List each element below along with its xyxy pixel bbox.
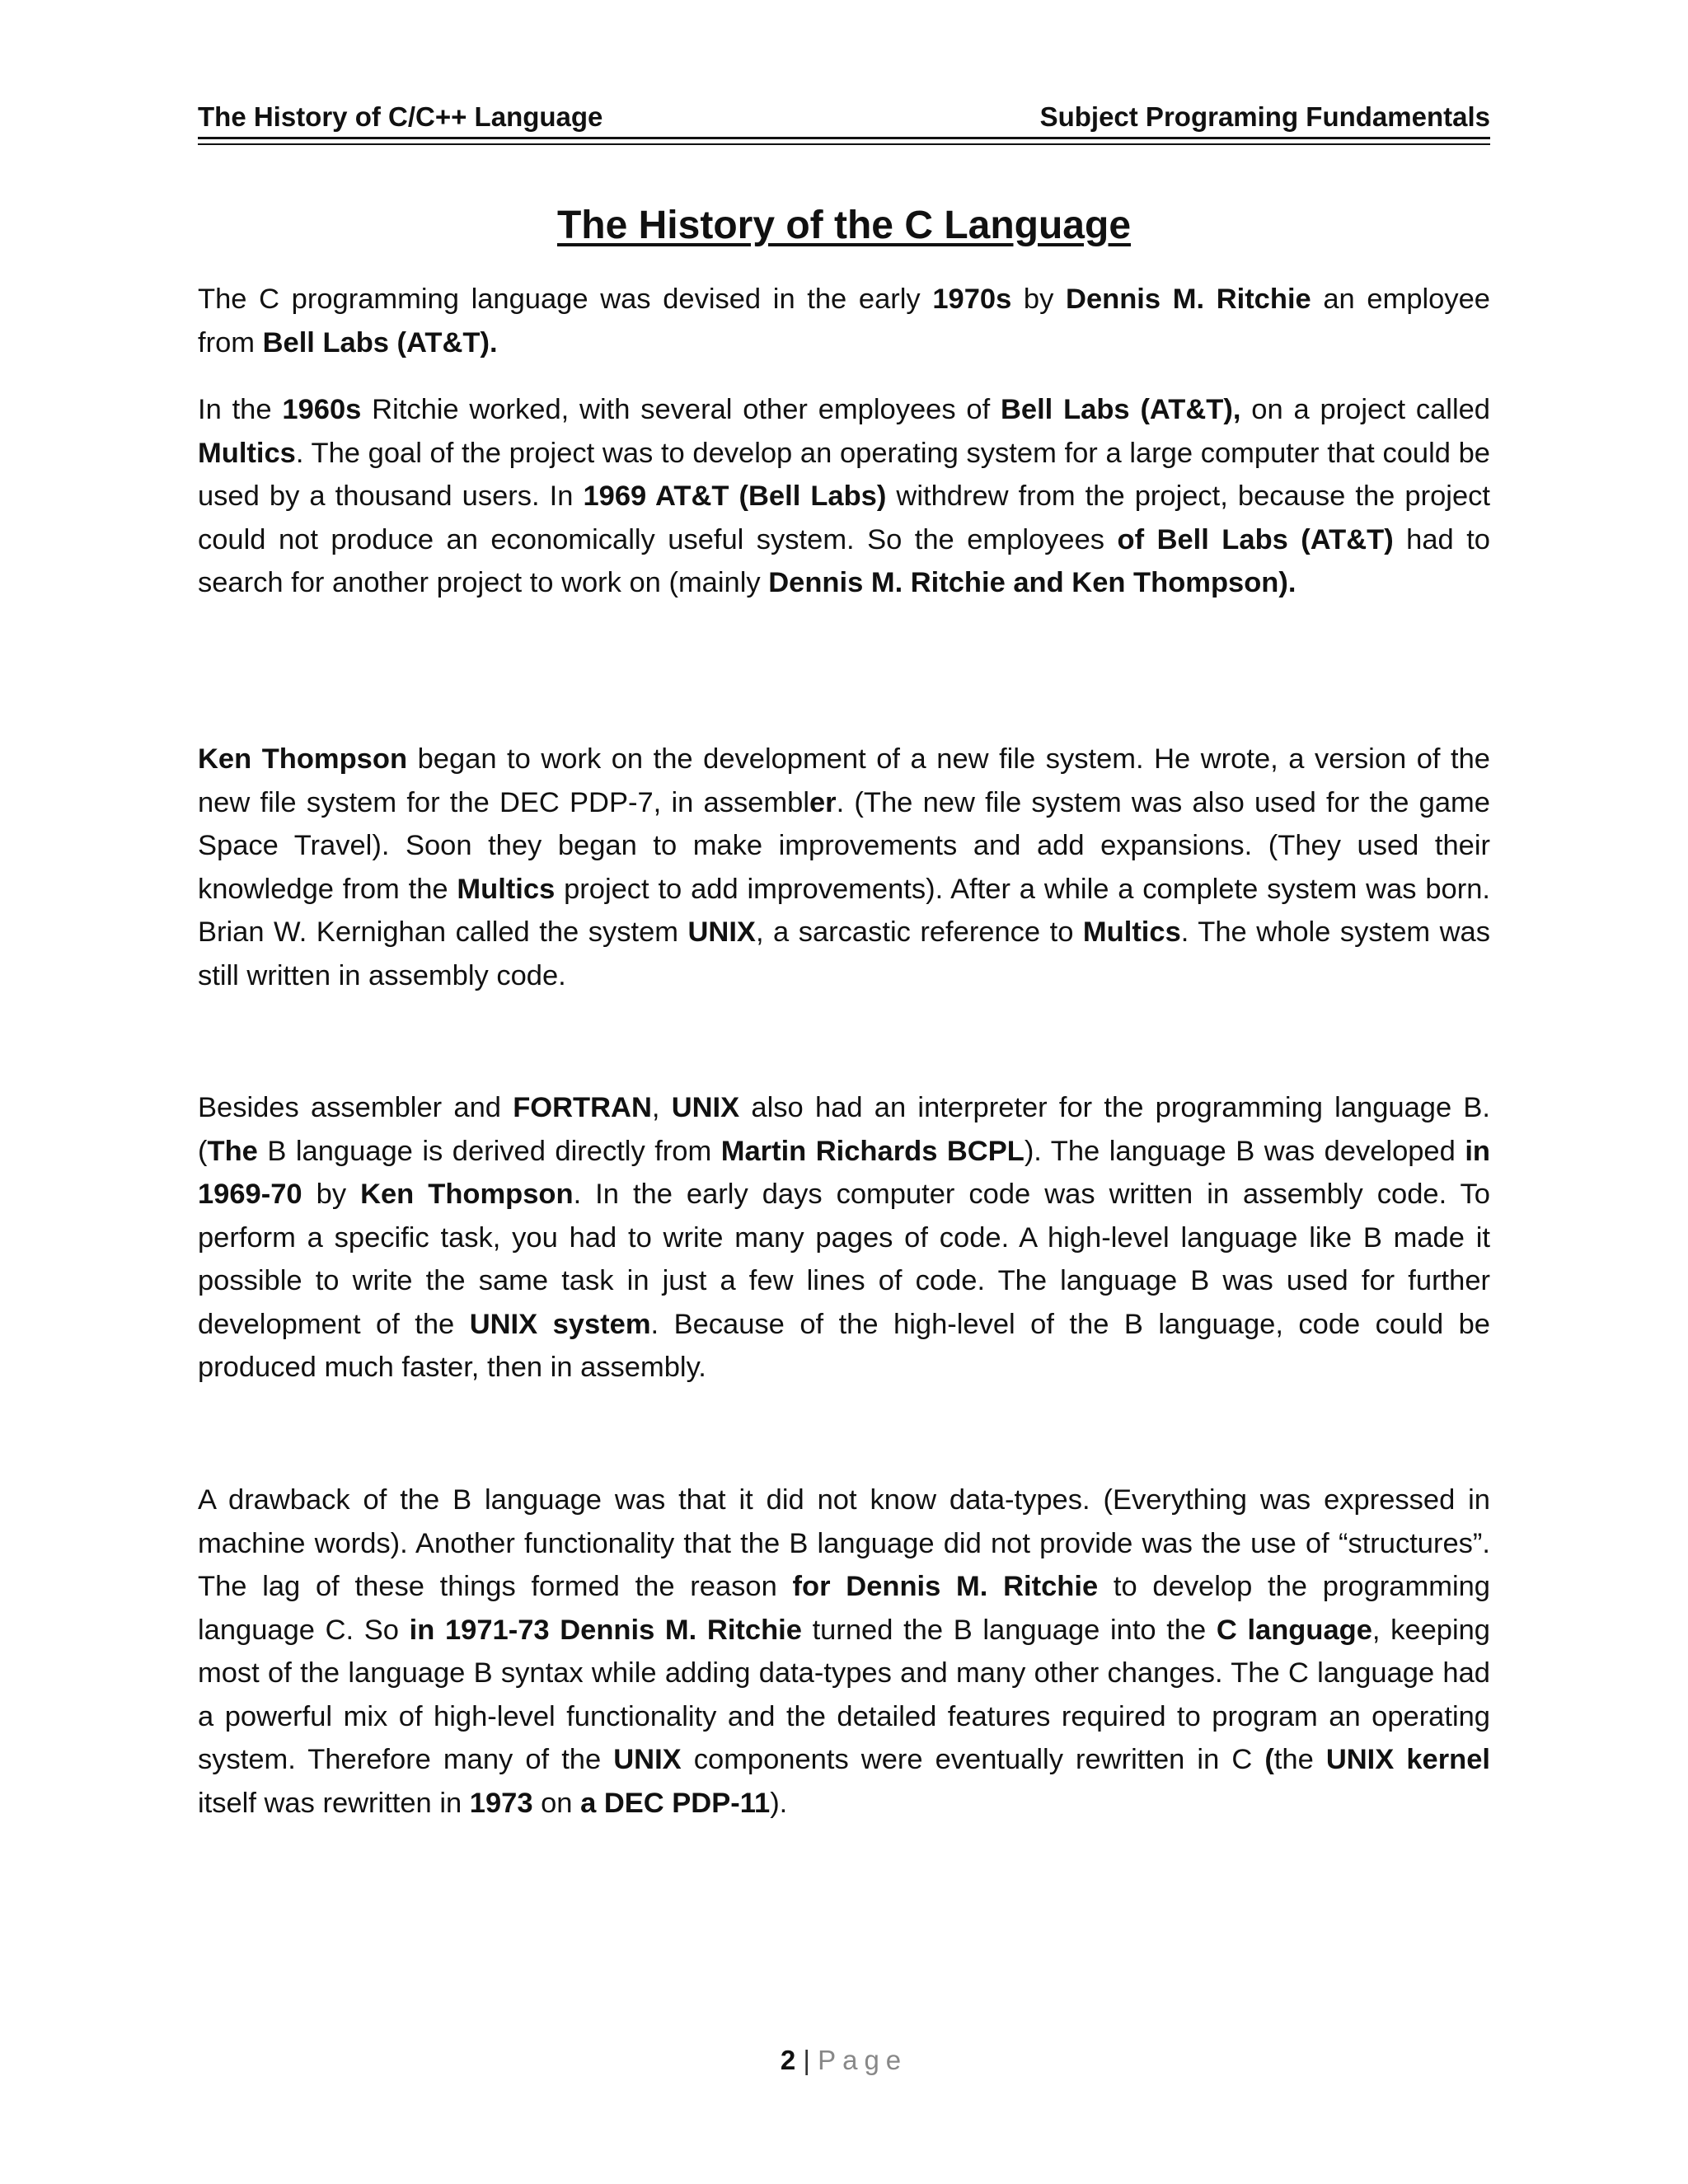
page-footer (0, 2044, 1688, 2077)
paragraph-4 (198, 1086, 1490, 1390)
header-rule-thick (198, 137, 1490, 139)
text-run: . Because of the high-level of the B language, code could be produced much faster, then in assembly. (198, 1308, 1490, 1383)
bold-run: in 1969-70 (198, 1135, 1490, 1210)
page-number: 2 (780, 2045, 796, 2075)
text-run: began to work on the development of a new file system. He wrote, a version of the new file system for the DEC PDP-7, in assembl (198, 743, 1490, 818)
text-run: . The goal of the project was to develop an operating system for a large computer that could be used by a thousand users. In (198, 437, 1490, 512)
text-run: by (302, 1179, 361, 1210)
text-run: A drawback of the B language was that it did not know data-types. (Everything was expressed in machine words). Another functionality that the B language did not provide was the use of “structures”. The lag of these things formed the reason (198, 1484, 1490, 1602)
bold-run: UNIX (687, 916, 756, 948)
bold-run: Ken Thompson (198, 743, 408, 775)
text-run: to develop the programming language C. So (198, 1571, 1490, 1646)
paragraph-2 (198, 388, 1490, 605)
text-run: withdrew from the project, because the project could not produce an economically useful system. So the employees (198, 480, 1490, 555)
bold-run: UNIX system (469, 1308, 651, 1340)
bold-run: 1960s (282, 394, 362, 425)
text-run: an employee from (198, 284, 1490, 359)
page-header (198, 97, 1490, 137)
header-rule-thin (198, 143, 1490, 145)
text-run: ). (770, 1787, 788, 1819)
text-run: the (1273, 1744, 1326, 1775)
text-run: had to search for another project to work on (mainly (198, 523, 1490, 598)
page-word: Page (818, 2045, 908, 2075)
text-run: , (651, 1092, 672, 1123)
bold-run: UNIX (613, 1744, 682, 1775)
bold-run: 1969 AT&T (Bell Labs) (583, 480, 887, 512)
text-run: ). The language B was developed (1024, 1135, 1465, 1167)
bold-run: Bell Labs (AT&T), (1001, 394, 1241, 425)
text-run: turned the B language into the (801, 1614, 1217, 1646)
bold-run: Ken Thompson (360, 1179, 574, 1210)
bold-run: Martin Richards BCPL (720, 1135, 1025, 1167)
bold-run: for Dennis M. Ritchie (792, 1571, 1099, 1602)
text-run: on a project called (1240, 394, 1490, 425)
text-run: on (532, 1787, 581, 1819)
bold-run: C language (1216, 1614, 1372, 1646)
text-run: , keeping most of the language B syntax while adding data-types and many other changes. The C language had a powerful mix of high-level functionality and the detailed features required to program an operating system. Therefore many of the (198, 1614, 1490, 1775)
bold-run: 1973 (469, 1787, 533, 1819)
bold-run: UNIX (671, 1092, 740, 1123)
text-run: The C programming language was devised in the early (198, 284, 933, 315)
bold-run: a DEC PDP-11 (580, 1787, 771, 1819)
text-run: B language is derived directly from (257, 1135, 721, 1167)
text-run: itself was rewritten in (198, 1787, 470, 1819)
bold-run: The (207, 1135, 258, 1167)
header-left-title: The History of C/C++ Language (198, 101, 603, 132)
bold-run: 1970s (932, 284, 1012, 315)
page-title: The History of the C Language (556, 204, 1132, 247)
bold-run: of Bell Labs (AT&T) (1117, 523, 1394, 555)
text-run: Besides assembler and (198, 1092, 513, 1123)
bold-run: FORTRAN (513, 1092, 652, 1123)
text-run: . (The new file system was also used for the game Space Travel). Soon they began to make improvements and add expansions. (They used their knowledge from the (198, 786, 1490, 905)
text-run: by (1011, 284, 1067, 315)
footer-separator: | (795, 2045, 818, 2075)
bold-run: Multics (1082, 916, 1181, 948)
header-right-title: Subject Programing Fundamentals (1039, 101, 1490, 132)
paragraph-1 (198, 278, 1490, 364)
text-run: Ritchie worked, with several other employees of (361, 394, 1001, 425)
bold-run: Multics (198, 437, 296, 469)
text-run: project to add improvements). After a while a complete system was born. Brian W. Kernighan called the system (198, 873, 1490, 948)
bold-run: Dennis M. Ritchie (1066, 284, 1311, 315)
text-run: . In the early days computer code was written in assembly code. To perform a specific task, you had to write many pages of code. A high-level language like B made it possible to write the same task in just a few lines of code. The language B was used for further development of the (198, 1179, 1490, 1340)
text-run: In the (198, 394, 283, 425)
paragraph-3 (198, 738, 1490, 997)
bold-run: Bell Labs (AT&T). (262, 326, 498, 359)
text-run: . The whole system was still written in assembly code. (198, 916, 1490, 991)
text-run: , a sarcastic reference to (755, 916, 1083, 948)
bold-run: ( (1264, 1744, 1274, 1775)
bold-run: er (809, 786, 837, 818)
text-run: also had an interpreter for the programming language B. ( (198, 1092, 1490, 1167)
paragraph-5 (198, 1479, 1490, 1825)
bold-run: UNIX kernel (1325, 1744, 1490, 1775)
bold-run: Multics (457, 873, 556, 905)
bold-run: in 1971-73 Dennis M. Ritchie (409, 1614, 802, 1646)
bold-run: Dennis M. Ritchie and Ken Thompson). (768, 567, 1296, 598)
text-run: components were eventually rewritten in C (681, 1744, 1265, 1775)
